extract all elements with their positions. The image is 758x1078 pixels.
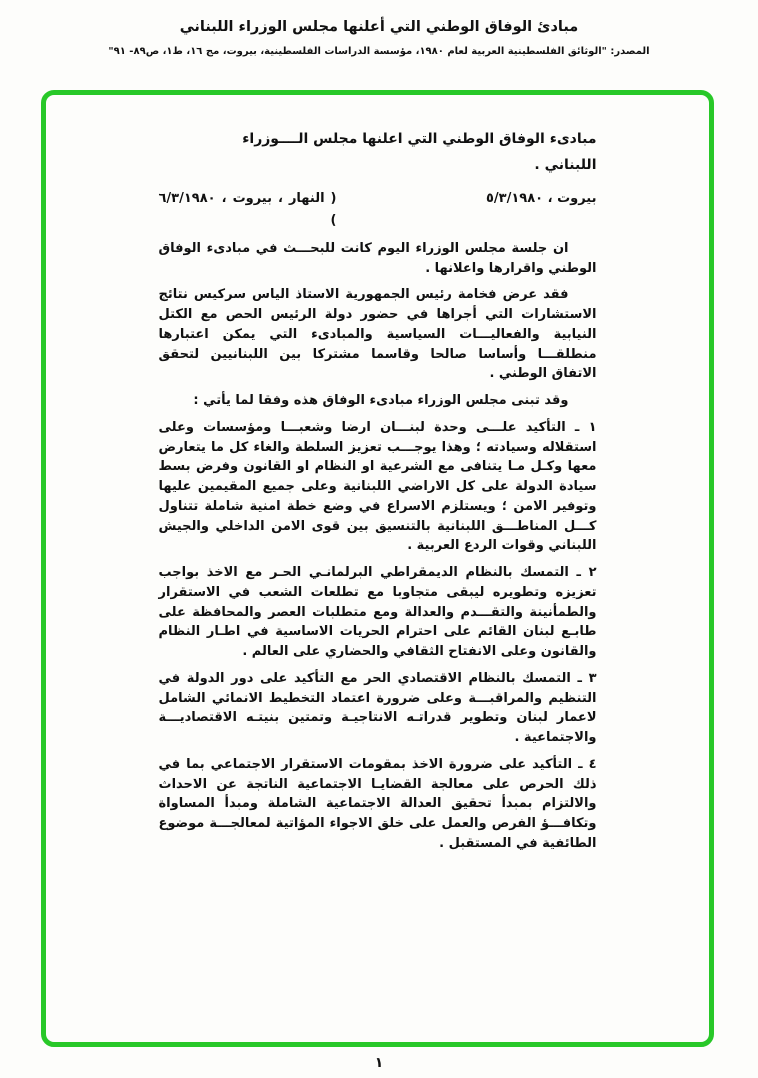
dateline-publication: ( النهار ، بيروت ، ٦/٣/١٩٨٠ ): [158, 190, 337, 228]
doc-numbered-item: ٣ ـ التمسك بالنظام الاقتصادي الحر مع التأكيد على دور الدولة في التنظيم والمراقبـــة وعلى ضرورة اعتماد التخطيط الانمائي الشامل لاعمار لبنان وتطوير قدراتـه الانتاجيـة وتمتين بنيتـه الاقتصاديـــة والاجتماعية .: [158, 670, 597, 746]
document-title-line1: مبادىء الوفاق الوطني التي اعلنها مجلس الــــوزراء: [242, 131, 597, 147]
doc-numbered-item: ٢ ـ التمسك بالنظام الديمقراطي البرلمانـي الحـر مع الاخذ بواجب تعزيزه وتطويره ليبقى متجاوبا مع تطلعات الشعب في الاستقرار والطمأنينة والتقـــدم والعدالة ومع متطلبات العصر والمحافظة على طابـع لبنان القائم على احترام الحريات الاساسية في اطـار النظام والقانون وعلى الانفتاح الثقافي والحضاري على العالم .: [158, 565, 597, 660]
document-title-line2: اللبناني .: [534, 156, 597, 173]
header-title: مبادئ الوفاق الوطني التي أعلنها مجلس الوزراء اللبناني: [179, 19, 579, 35]
document-body: [159, 127, 597, 854]
document-title: [159, 127, 597, 179]
dateline: [159, 188, 597, 232]
page-number: ١: [374, 1055, 384, 1071]
dateline-city-date: بيروت ، ٥/٣/١٩٨٠: [485, 190, 597, 206]
document-header: [0, 0, 758, 57]
doc-paragraph: وقد تبنى مجلس الوزراء مبادىء الوفاق هذه وفقا لما يأتي :: [193, 393, 569, 409]
doc-numbered-item: ١ ـ التأكيد علـــى وحدة لبنـــان ارضا وشعبـــا ومؤسسات وعلى استقلاله وسيادته ؛ وهذا يوجـــب تعزيز السلطة والغاء كل ما يتعارض معها وكـل مـا يتنافى مع الشرعية او النظام او القانون وفرض بسط سيادة الدولة على كل الاراضي اللبنانية وعلى جميع المقيمين عليها وتوفير الامن ؛ ويستلزم الاسراع في وضع خطة امنية شاملة تتناول كـــل المناطـــق اللبنانية بالتنسيق بين قوى الامن الداخلي والجيش اللبناني وقوات الردع العربية .: [158, 419, 597, 554]
doc-numbered-item: ٤ ـ التأكيد على ضرورة الاخذ بمقومات الاستقرار الاجتماعي بما في ذلك الحرص على معالجة القضايـا الاجتماعية الناتجة عن الاحداث والالتزام بمبدأ تحقيق العدالة الاجتماعية الشاملة ومبدأ المساواة وتكافـــؤ الفرص والعمل على خلق الاجواء المؤاتية لمعالجـــة موضوع الطائفية في المستقبل .: [158, 756, 597, 851]
document-frame: [41, 90, 714, 1047]
doc-paragraph: ان جلسة مجلس الوزراء اليوم كانت للبحـــث في مبادىء الوفاق الوطني واقرارها واعلانها .: [158, 240, 597, 276]
doc-paragraph: فقد عرض فخامة رئيس الجمهورية الاستاذ الياس سركيس نتائج الاستشارات التي أجراها في حضور دولة الرئيس الحص مع الكتل النيابية والفعاليـــات السياسية والمبادىء التي يمكن اعتبارها منطلقـــا وأساسا صالحا وقاسما مشتركا بين اللبنانيين لتحقق الاتفاق الوطني .: [158, 287, 597, 382]
header-source-line: المصدر: "الوثائق الفلسطينية العربية لعام ١٩٨٠، مؤسسة الدراسات الفلسطينية، بيروت، مج ١٦، ط١، ص٨٩- ٩١": [108, 46, 650, 57]
page-footer: [0, 1055, 758, 1071]
